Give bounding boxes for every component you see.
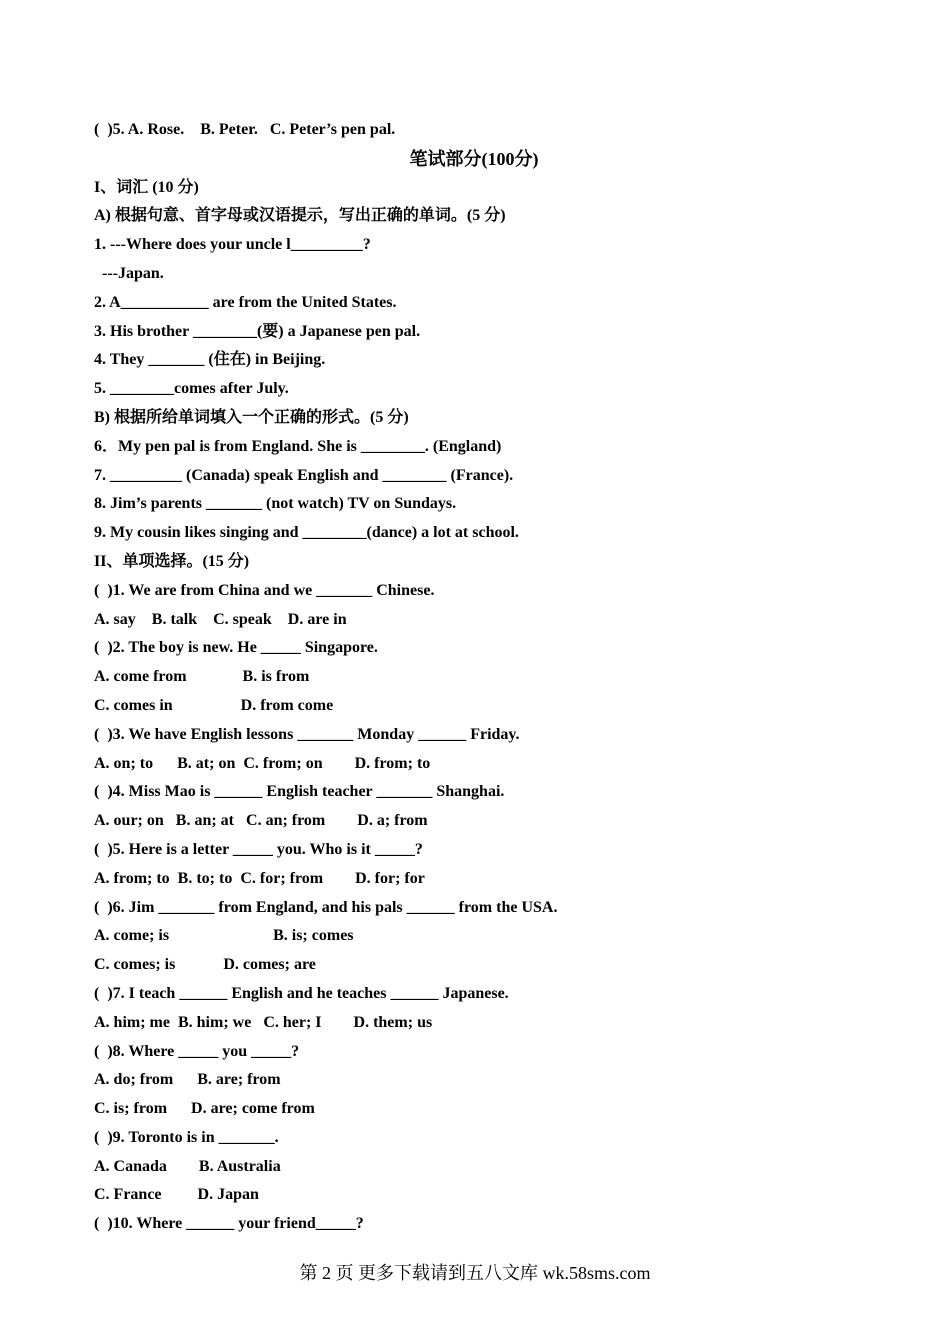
- vocab-question-6: 6．My pen pal is from England. She is ________. (England): [94, 437, 502, 455]
- choice-question-1: ( )1. We are from China and we _______ Chinese.: [94, 581, 435, 599]
- vocab-question-4: 4. They _______ (住在) in Beijing.: [94, 351, 326, 369]
- choice-question-6-options-ab: A. come; is B. is; comes: [94, 927, 354, 945]
- vocab-question-7: 7. _________ (Canada) speak English and ________ (France).: [94, 466, 514, 484]
- vocab-question-3: 3. His brother ________(要) a Japanese pen pal.: [94, 322, 421, 340]
- vocab-question-1: 1. ---Where does your uncle l_________?: [94, 236, 371, 254]
- choice-question-4: ( )4. Miss Mao is ______ English teacher _______ Shanghai.: [94, 783, 505, 801]
- choice-question-9: ( )9. Toronto is in _______.: [94, 1128, 279, 1146]
- choice-question-1-options: A. say B. talk C. speak D. are in: [94, 610, 347, 628]
- section-1-heading: I、词汇 (10 分): [94, 178, 199, 196]
- choice-question-3: ( )3. We have English lessons _______ Monday ______ Friday.: [94, 725, 520, 743]
- vocab-question-9: 9. My cousin likes singing and ________(dance) a lot at school.: [94, 524, 519, 542]
- vocab-question-5: 5. ________comes after July.: [94, 380, 289, 398]
- choice-question-2-options-ab: A. come from B. is from: [94, 668, 310, 686]
- page-content: [94, 116, 874, 1239]
- vocab-question-8: 8. Jim’s parents _______ (not watch) TV on Sundays.: [94, 495, 457, 513]
- choice-question-8-options-cd: C. is; from D. are; come from: [94, 1100, 315, 1118]
- choice-question-4-options: A. our; on B. an; at C. an; from D. a; from: [94, 812, 428, 830]
- choice-question-9-options-ab: A. Canada B. Australia: [94, 1157, 281, 1175]
- choice-question-6-options-cd: C. comes; is D. comes; are: [94, 956, 316, 974]
- part-a-instruction: A) 根据句意、首字母或汉语提示，写出正确的单词。(5 分): [94, 207, 506, 225]
- part-b-instruction: B) 根据所给单词填入一个正确的形式。(5 分): [94, 408, 409, 426]
- choice-question-10: ( )10. Where ______ your friend_____?: [94, 1215, 364, 1233]
- choice-question-3-options: A. on; to B. at; on C. from; on D. from; to: [94, 754, 431, 772]
- page-footer: 第 2 页 更多下载请到五八文库 wk.58sms.com: [299, 1263, 651, 1283]
- choice-question-7: ( )7. I teach ______ English and he teaches ______ Japanese.: [94, 984, 509, 1002]
- choice-question-5-options: A. from; to B. to; to C. for; from D. for; for: [94, 869, 425, 887]
- choice-question-9-options-cd: C. France D. Japan: [94, 1186, 259, 1204]
- choice-question-6: ( )6. Jim _______ from England, and his pals ______ from the USA.: [94, 898, 558, 916]
- choice-question-8: ( )8. Where _____ you _____?: [94, 1042, 300, 1060]
- choice-question-5: ( )5. Here is a letter _____ you. Who is it _____?: [94, 840, 423, 858]
- vocab-question-1-answer: ---Japan.: [102, 264, 164, 282]
- written-section-title: 笔试部分(100分): [409, 148, 539, 169]
- choice-question-8-options-ab: A. do; from B. are; from: [94, 1071, 281, 1089]
- choice-question-2: ( )2. The boy is new. He _____ Singapore.: [94, 639, 378, 657]
- listening-item-5: ( )5. A. Rose. B. Peter. C. Peter’s pen pal.: [94, 121, 396, 138]
- choice-question-2-options-cd: C. comes in D. from come: [94, 696, 334, 714]
- choice-question-7-options: A. him; me B. him; we C. her; I D. them; us: [94, 1013, 433, 1031]
- section-2-heading: II、单项选择。(15 分): [94, 552, 250, 570]
- vocab-question-2: 2. A___________ are from the United States.: [94, 293, 397, 311]
